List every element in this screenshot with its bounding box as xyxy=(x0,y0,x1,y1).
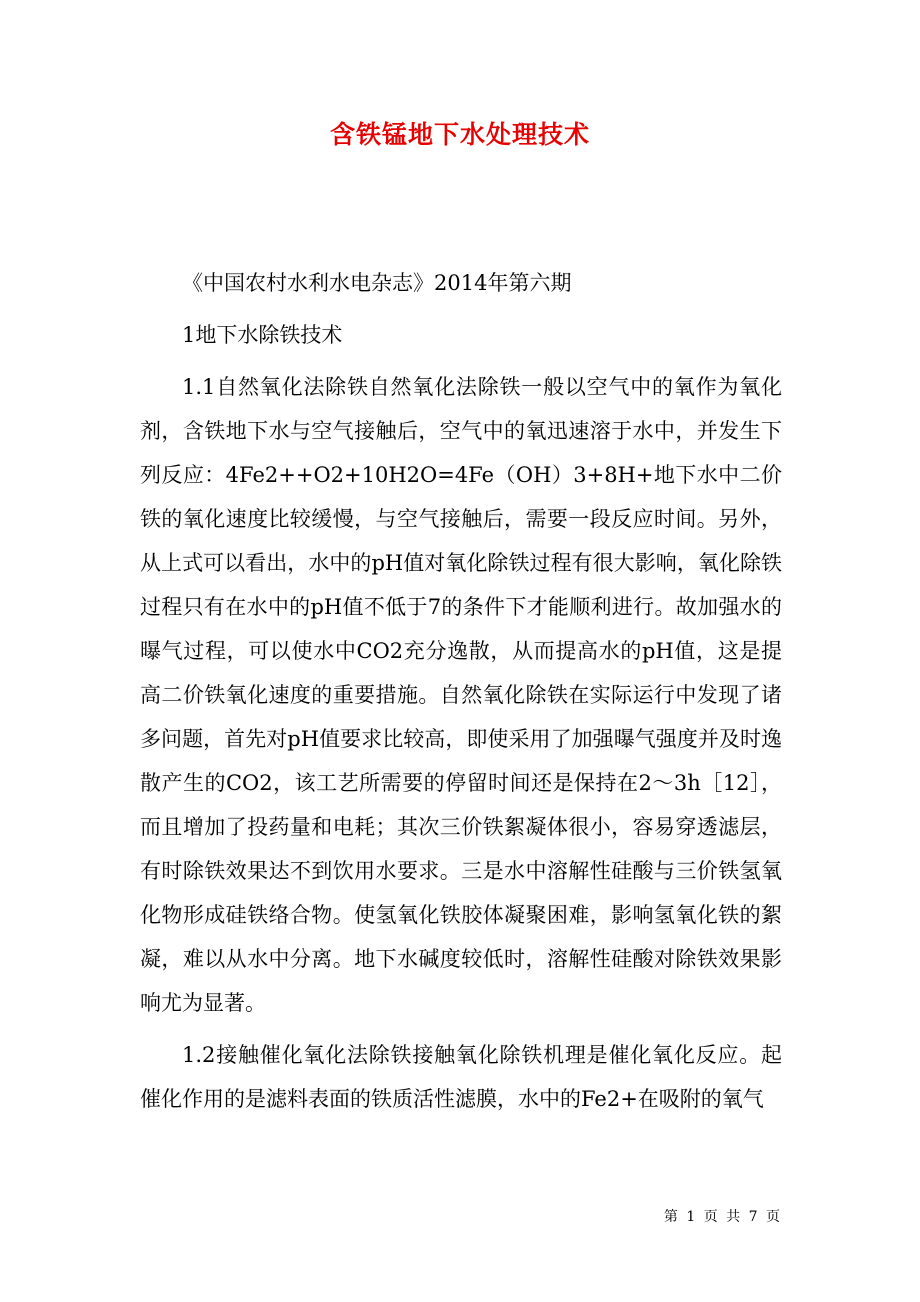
paragraph-2: 1.2接触催化氧化法除铁接触氧化除铁机理是催化氧化反应。起催化作用的是滤料表面的铁质活性滤膜，水中的Fe2+在吸附的氧气 xyxy=(140,1043,782,1111)
section-heading: 1地下水除铁技术 xyxy=(182,323,343,347)
document-body xyxy=(140,261,782,1129)
page-number-footer: 第 1 页 共 7 页 xyxy=(663,1209,780,1225)
paragraph-1: 1.1自然氧化法除铁自然氧化法除铁一般以空气中的氧作为氧化剂，含铁地下水与空气接触后，空气中的氧迅速溶于水中，并发生下列反应：4Fe2++O2+10H2O=4Fe（OH）3+8H+地下水中二价铁的氧化速度比较缓慢，与空气接触后，需要一段反应时间。另外，从上式可以看出，水中的pH值对氧化除铁过程有很大影响，氧化除铁过程只有在水中的pH值不低于7的条件下才能顺利进行。故加强水的曝气过程，可以使水中CO2充分逸散，从而提高水的pH值，这是提高二价铁氧化速度的重要措施。自然氧化除铁在实际运行中发现了诸多问题，首先对pH值要求比较高，即使采用了加强曝气强度并及时逸散产生的CO2，该工艺所需要的停留时间还是保持在2～3h［12］，而且增加了投药量和电耗；其次三价铁絮凝体很小，容易穿透滤层，有时除铁效果达不到饮用水要求。三是水中溶解性硅酸与三价铁氢氧化物形成硅铁络合物。使氢氧化铁胶体凝聚困难，影响氢氧化铁的絮凝，难以从水中分离。地下水碱度较低时，溶解性硅酸对除铁效果影响尤为显著。 xyxy=(140,375,782,1015)
document-title: 含铁锰地下水处理技术 xyxy=(329,120,590,149)
source-line: 《中国农村水利水电杂志》2014年第六期 xyxy=(182,271,572,295)
